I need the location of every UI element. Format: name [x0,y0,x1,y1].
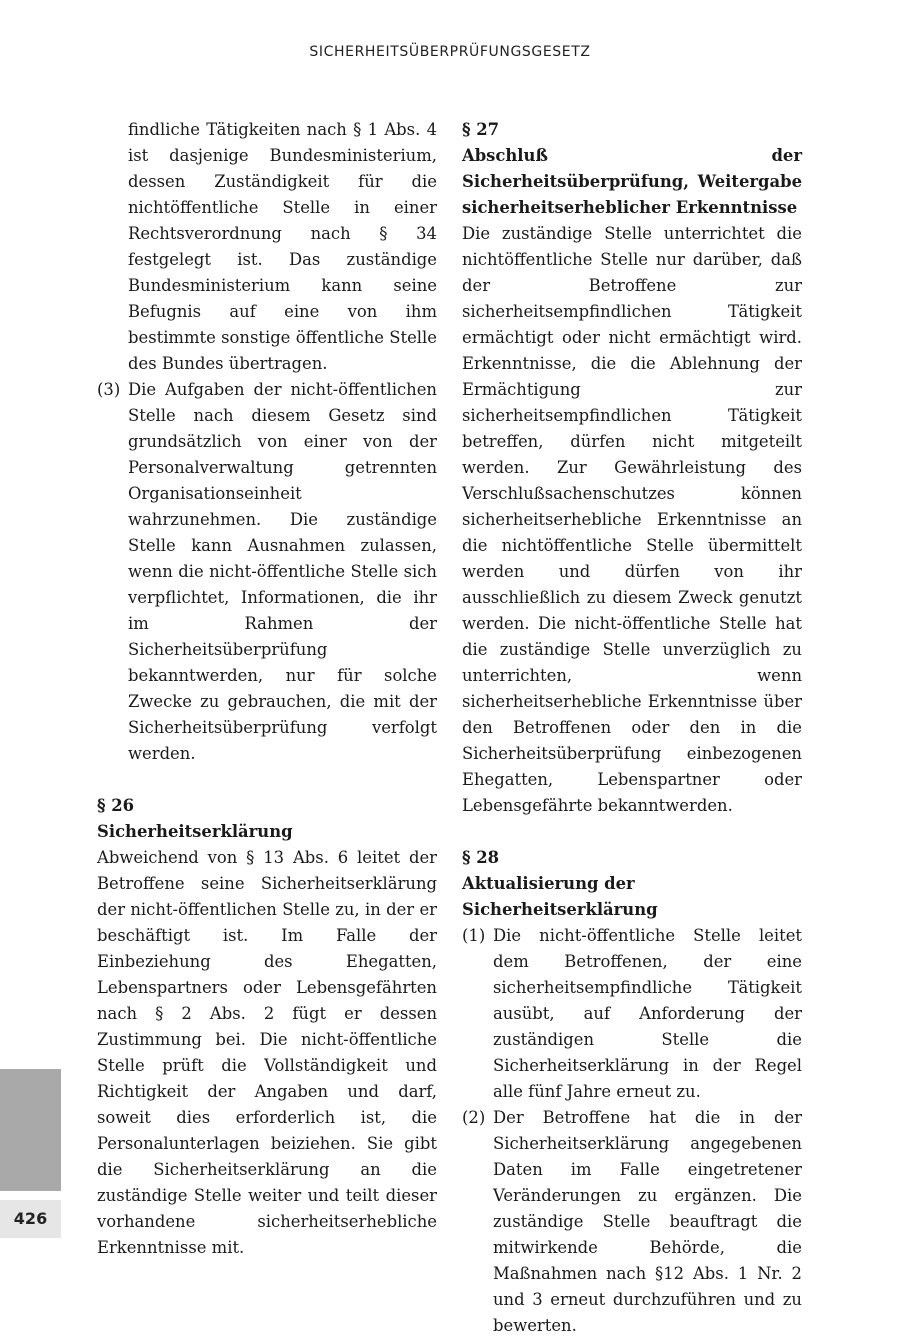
list-item [462,1105,802,1339]
section-title: Sicherheitserklärung [97,822,293,841]
item-text: Die nicht-öffentliche Stelle leitet dem Betroffenen, der eine sicherheitsempfindliche Tätigkeit ausübt, auf Anforderung der zuständigen Stelle die Sicherheitserklärung in der Regel alle fünf Jahre erneut zu. [493,926,802,1101]
section-title: Aktualisierung der Sicherheitserklärung [462,874,658,919]
page-number: 426 [0,1200,61,1238]
section-number: § 26 [97,796,135,815]
item-number: (3) [97,380,121,399]
thumb-index-tab [0,1069,61,1191]
item-number: (1) [462,926,486,945]
section-text: Abweichend von § 13 Abs. 6 leitet der Betroffene seine Sicherheitserklärung der nicht-öffentlichen Stelle zu, in der er beschäftigt ist. Im Falle der Einbeziehung des Ehegatten, Lebenspartners oder Lebensgefährten nach § 2 Abs. 2 fügt er dessen Zustimmung bei. Die nicht-öffentliche Stelle prüft die Vollständigkeit und Richtigkeit der Angaben und darf, soweit dies erforderlich ist, die Personalunterlagen beiziehen. Sie gibt die Sicherheitserklärung an die zuständige Stelle weiter und teilt dieser vorhandene sicherheitserhebliche Erkenntnisse mit. [97,848,437,1257]
paragraph-continuation: findliche Tätigkeiten nach § 1 Abs. 4 ist dasjenige Bundesministerium, dessen Zuständigkeit für die nichtöffentliche Stelle in einer Rechtsverordnung nach § 34 festgelegt ist. Das zuständige Bundesministerium kann seine Befugnis auf eine von ihm bestimmte sonstige öffentliche Stelle des Bundes übertragen. [128,120,437,373]
item-text: Der Betroffene hat die in der Sicherheitserklärung angegebenen Daten im Falle eingetretener Veränderungen zu ergänzen. Die zuständige Stelle beauftragt die mitwirkende Behörde, die Maßnahmen nach §12 Abs. 1 Nr. 2 und 3 erneut durchzuführen und zu bewerten. [493,1108,802,1335]
section-number: § 27 [462,120,500,139]
section-title: Abschluß der Sicherheitsüberprüfung, Weitergabe sicherheitserheblicher Erkenntnisse [462,146,802,217]
list-item [462,923,802,1105]
section-gap [97,767,437,793]
right-column [462,117,802,1339]
item-number: (2) [462,1108,486,1127]
running-header: SICHERHEITSÜBERPRÜFUNGSGESETZ [309,44,591,60]
section-text: Die zuständige Stelle unterrichtet die nichtöffentliche Stelle nur darüber, daß der Betroffene zur sicherheitsempfindlichen Tätigkeit ermächtigt oder nicht ermächtigt wird. Erkenntnisse, die die Ablehnung der Ermächtigung zur sicherheitsempfindlichen Tätigkeit betreffen, dürfen nicht mitgeteilt werden. Zur Gewährleistung des Verschlußsachenschutzes können sicherheitserhebliche Erkenntnisse an die nichtöffentliche Stelle übermittelt werden und dürfen von ihr ausschließlich zu diesem Zweck genutzt werden. Die nicht-öffentliche Stelle hat die zuständige Stelle unverzüglich zu unterrichten, wenn sicherheitserhebliche Erkenntnisse über den Betroffenen oder den in die Sicherheitsüberprüfung einbezogenen Ehegatten, Lebenspartner oder Lebensgefährte bekanntwerden. [462,224,802,815]
list-item [97,377,437,767]
section-number: § 28 [462,848,500,867]
section-gap [462,819,802,845]
item-text: Die Aufgaben der nicht-öffentlichen Stelle nach diesem Gesetz sind grundsätzlich von einer von der Personalverwaltung getrennten Organisationseinheit wahrzunehmen. Die zuständige Stelle kann Ausnahmen zulassen, wenn die nicht-öffentliche Stelle sich verpflichtet, Informationen, die ihr im Rahmen der Sicherheitsüberprüfung bekanntwerden, nur für solche Zwecke zu gebrauchen, die mit der Sicherheitsüberprüfung verfolgt werden. [128,380,437,763]
left-column [97,117,437,1261]
